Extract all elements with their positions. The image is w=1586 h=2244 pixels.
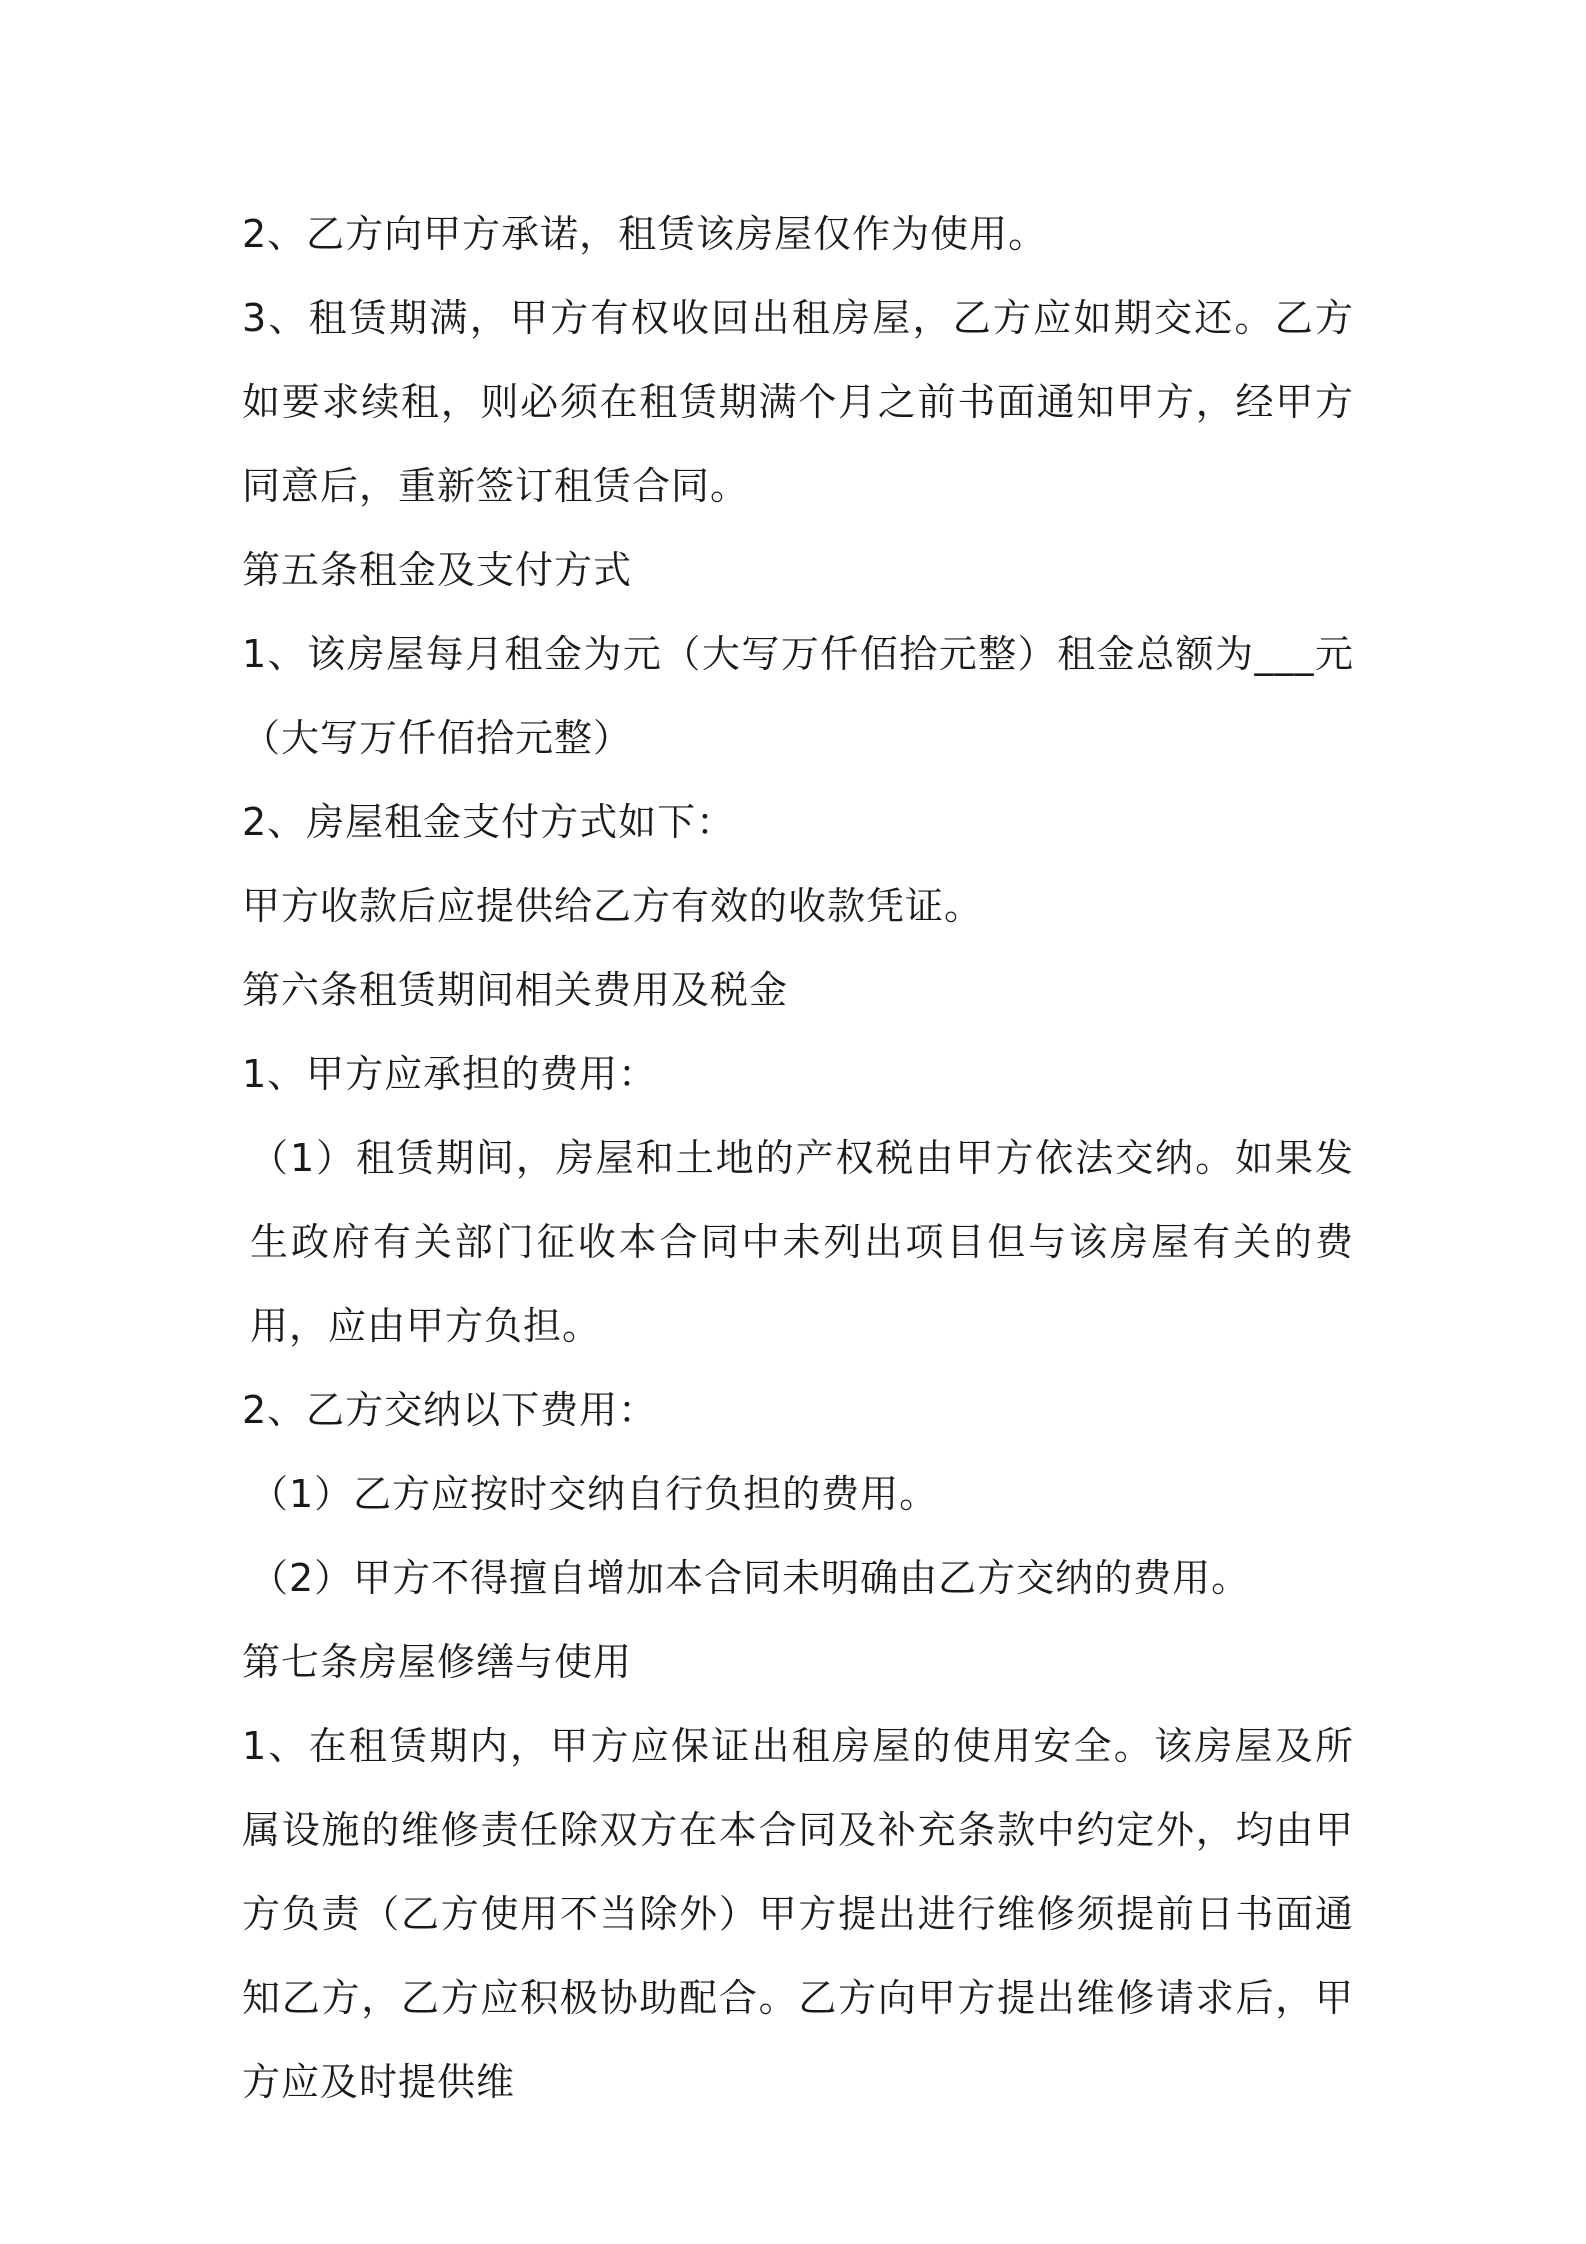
clause-6-item-1: 1、甲方应承担的费用： xyxy=(242,1052,658,1096)
clause-5-receipt: 甲方收款后应提供给乙方有效的收款凭证。 xyxy=(242,884,984,928)
clause-7-item-1: 1、在租赁期内，甲方应保证出租房屋的使用安全。该房屋及所属设施的维修责任除双方在本合同及补充条款中约定外，均由甲方负责（乙方使用不当除外）甲方提出进行维修须提前日书面通知乙方，乙方应积极协助配合。乙方向甲方提出维修请求后，甲方应及时提供维 xyxy=(242,1724,1354,2104)
clause-6-item-2-sub-2: （2）甲方不得擅自增加本合同未明确由乙方交纳的费用。 xyxy=(250,1556,1251,1600)
article-6-heading: 第六条租赁期间相关费用及税金 xyxy=(242,968,789,1012)
article-5-heading: 第五条租金及支付方式 xyxy=(242,548,633,592)
clause-6-item-2-sub-1: （1）乙方应按时交纳自行负担的费用。 xyxy=(250,1472,939,1516)
clause-5-item-2: 2、房屋租金支付方式如下： xyxy=(242,800,736,844)
clause-6-item-1-sub-1: （1）租赁期间，房屋和土地的产权税由甲方依法交纳。如果发生政府有关部门征收本合同中未列出项目但与该房屋有关的费用，应由甲方负担。 xyxy=(250,1136,1354,1348)
clause-4-item-2: 2、乙方向甲方承诺，租赁该房屋仅作为使用。 xyxy=(242,212,1048,256)
clause-6-item-2: 2、乙方交纳以下费用： xyxy=(242,1388,658,1432)
clause-5-item-1: 1、该房屋每月租金为元（大写万仟佰拾元整）租金总额为___元（大写万仟佰拾元整） xyxy=(242,632,1354,760)
document-body xyxy=(242,192,1354,2124)
clause-4-item-3: 3、租赁期满，甲方有权收回出租房屋，乙方应如期交还。乙方如要求续租，则必须在租赁期满个月之前书面通知甲方，经甲方同意后，重新签订租赁合同。 xyxy=(242,296,1354,508)
article-7-heading: 第七条房屋修缮与使用 xyxy=(242,1640,633,1684)
